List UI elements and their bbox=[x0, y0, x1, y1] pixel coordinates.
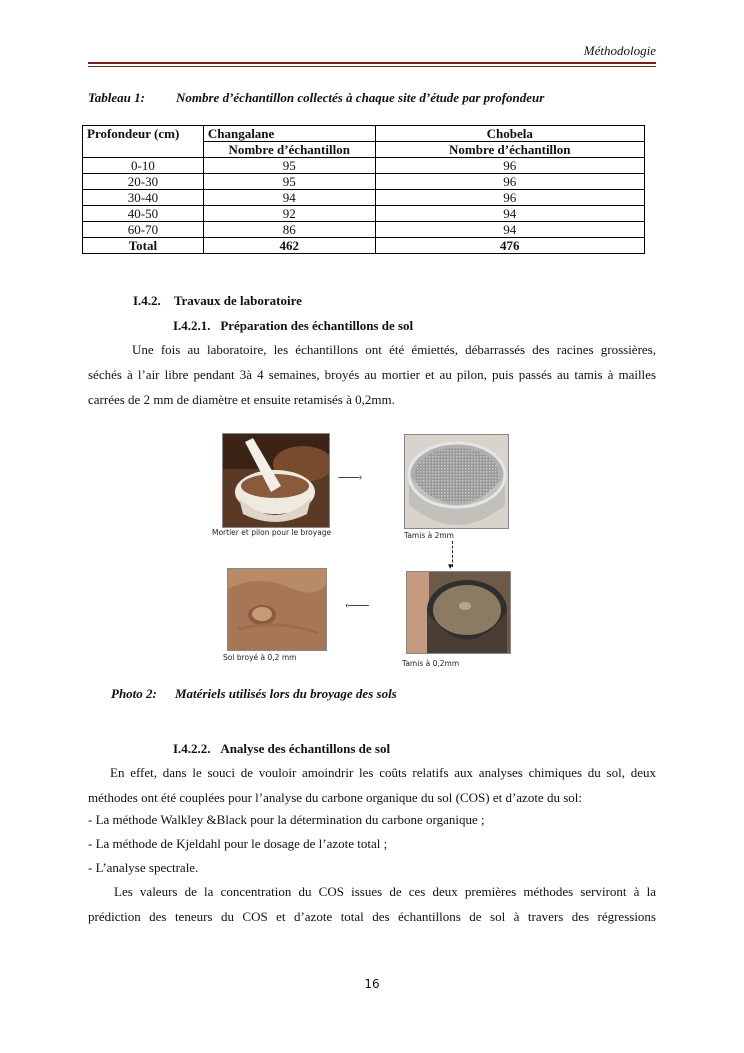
subheader-count-chobela: Nombre d’échantillon bbox=[375, 142, 644, 158]
subsection-title: Analyse des échantillons de sol bbox=[220, 741, 391, 756]
table-header-row bbox=[83, 126, 645, 142]
label-ground-soil: Sol broyé à 0,2 mm bbox=[223, 653, 297, 662]
photo-sieve-02mm bbox=[406, 571, 511, 654]
photo-caption bbox=[111, 686, 397, 702]
cell-chobela: 96 bbox=[375, 174, 644, 190]
header-rule-thin bbox=[88, 66, 656, 67]
photo-caption-number: Photo 2: bbox=[111, 686, 157, 701]
arrow-dash: --------- bbox=[347, 600, 369, 611]
paragraph-line: Une fois au laboratoire, les échantillons ont été émiettés, débarrassés des racines grossières, bbox=[132, 342, 656, 357]
photo-caption-title: Matériels utilisés lors du broyage des sols bbox=[175, 686, 397, 701]
cell-chobela: 94 bbox=[375, 206, 644, 222]
list-item: - La méthode Walkley &Black pour la détermination du carbone organique ; bbox=[88, 812, 485, 827]
arrow-left bbox=[345, 600, 368, 611]
cell-chobela: 96 bbox=[375, 158, 644, 174]
header-site-chobela: Chobela bbox=[375, 126, 644, 142]
paragraph-line: méthodes ont été couplées pour l’analyse du carbone organique du sol (COS) et d’azote du sol: bbox=[88, 790, 582, 805]
sieve-2mm-image bbox=[405, 435, 508, 528]
cell-changalane: 94 bbox=[203, 190, 375, 206]
running-header: Méthodologie bbox=[583, 43, 656, 58]
cell-changalane: 92 bbox=[203, 206, 375, 222]
photo-sieve-2mm bbox=[404, 434, 509, 529]
cell-changalane: 86 bbox=[203, 222, 375, 238]
mortar-pestle-image bbox=[223, 434, 329, 527]
subheader-count-changalane: Nombre d’échantillon bbox=[203, 142, 375, 158]
page-number: 16 bbox=[364, 977, 380, 991]
arrow-right bbox=[338, 472, 361, 483]
cell-depth: 0-10 bbox=[83, 158, 204, 174]
cell-chobela: 94 bbox=[375, 222, 644, 238]
cell-total-label: Total bbox=[83, 238, 204, 254]
cell-chobela: 96 bbox=[375, 190, 644, 206]
section-title: Travaux de laboratoire bbox=[173, 293, 302, 308]
header-depth: Profondeur (cm) bbox=[83, 126, 204, 158]
cell-total-chobela: 476 bbox=[375, 238, 644, 254]
table-caption bbox=[88, 90, 544, 106]
header-rule bbox=[88, 62, 656, 64]
paragraph-cos bbox=[88, 879, 656, 929]
cell-depth: 20-30 bbox=[83, 174, 204, 190]
photo-ground-soil bbox=[227, 568, 327, 651]
arrow-dash: --------- bbox=[338, 472, 359, 483]
table-row bbox=[83, 190, 645, 206]
table-row bbox=[83, 222, 645, 238]
photo-mortar-pestle bbox=[222, 433, 330, 528]
sample-count-table bbox=[82, 125, 645, 254]
table-total-row bbox=[83, 238, 645, 254]
subsection-title: Préparation des échantillons de sol bbox=[220, 318, 414, 333]
cell-depth: 40-50 bbox=[83, 206, 204, 222]
paragraph-line: carrées de 2 mm de diamètre et ensuite retamisés à 0,2mm. bbox=[88, 392, 395, 407]
section-heading bbox=[133, 293, 302, 309]
table-row bbox=[83, 158, 645, 174]
paragraph-line: prédiction des teneurs du COS et d’azote total des échantillons de sol à travers des régressions bbox=[88, 909, 656, 924]
table-caption-title: Nombre d’échantillon collectés à chaque site d’étude par profondeur bbox=[176, 90, 545, 105]
paragraph-line: Les valeurs de la concentration du COS issues de ces deux premières méthodes serviront à la bbox=[114, 884, 656, 899]
subsection-number: I.4.2.2. bbox=[173, 741, 211, 756]
cell-changalane: 95 bbox=[203, 174, 375, 190]
subsection-heading bbox=[173, 741, 390, 757]
cell-depth: 30-40 bbox=[83, 190, 204, 206]
cell-changalane: 95 bbox=[203, 158, 375, 174]
cell-depth: 60-70 bbox=[83, 222, 204, 238]
list-item: - La méthode de Kjeldahl pour le dosage de l’azote total ; bbox=[88, 836, 388, 851]
paragraph-analysis bbox=[88, 760, 656, 810]
arrow-down-icon: ▾ bbox=[448, 561, 453, 571]
table-caption-number: Tableau 1: bbox=[88, 90, 145, 105]
ground-soil-image bbox=[228, 569, 326, 650]
sieve-02mm-image bbox=[407, 572, 510, 653]
cell-total-changalane: 462 bbox=[203, 238, 375, 254]
header-site-changalane: Changalane bbox=[203, 126, 375, 142]
section-number: I.4.2. bbox=[133, 293, 161, 308]
list-item: - L’analyse spectrale. bbox=[88, 860, 199, 875]
label-sieve-02mm: Tamis à 0,2mm bbox=[402, 659, 460, 668]
table-row bbox=[83, 174, 645, 190]
paragraph-line: séchés à l’air libre pendant 3à 4 semaines, broyés au mortier et au pilon, puis passés au tamis à mailles bbox=[88, 367, 656, 382]
table-row bbox=[83, 206, 645, 222]
label-sieve-2mm: Tamis à 2mm bbox=[404, 531, 454, 540]
arrow-left-icon: ‹ bbox=[345, 600, 348, 611]
label-mortar: Mortier et pilon pour le broyage bbox=[212, 528, 332, 537]
subsection-number: I.4.2.1. bbox=[173, 318, 211, 333]
arrow-right-icon: › bbox=[358, 472, 362, 483]
paragraph-line: En effet, dans le souci de vouloir amoindrir les coûts relatifs aux analyses chimiques du sol, deux bbox=[110, 765, 656, 780]
paragraph-preparation bbox=[88, 337, 656, 412]
subsection-heading bbox=[173, 318, 413, 334]
